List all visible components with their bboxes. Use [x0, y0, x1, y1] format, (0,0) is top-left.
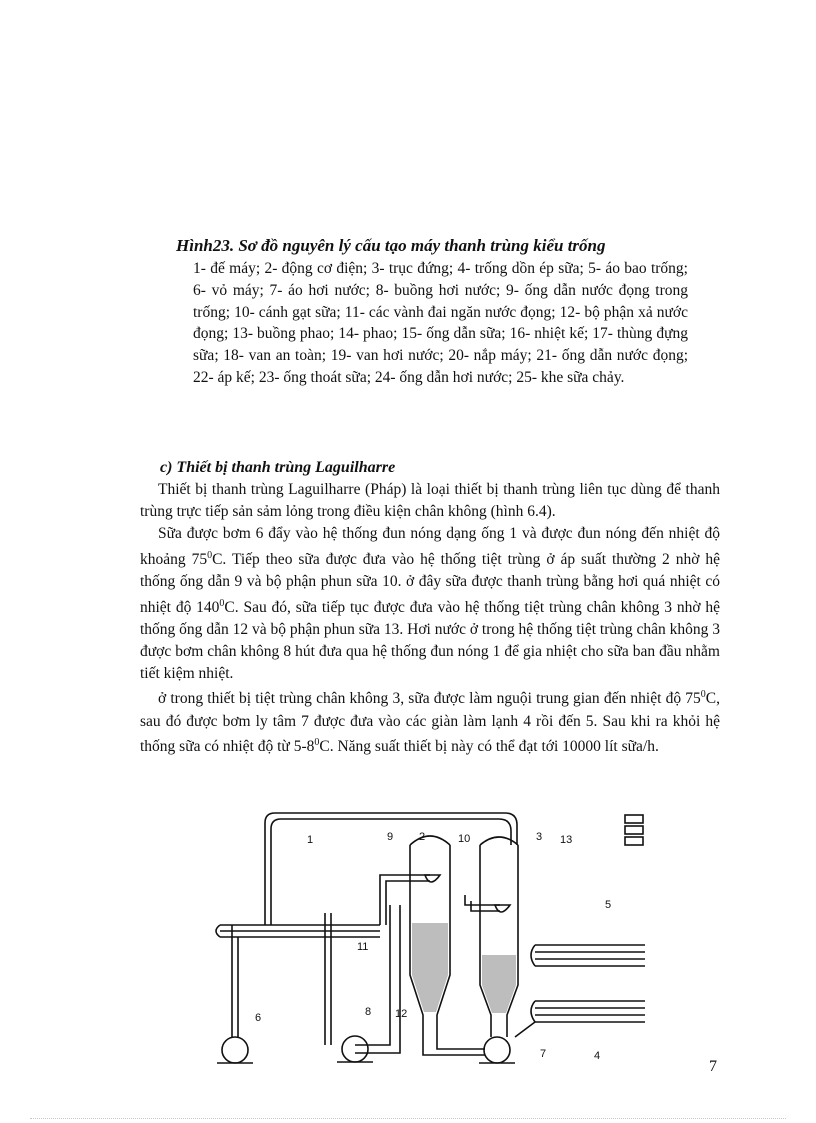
figure-label: 5 — [605, 899, 612, 911]
figure-legend: 1- đế máy; 2- động cơ điện; 3- trục đứng; 4- trống dồn ép sữa; 5- áo bao trống; 6- vỏ máy; 7- áo hơi nước; 8- buồng hơi nước; 9- ống dẫn nước đọng trong trống; 10- cánh gạt sữa; 11- các vành đai ngăn nước đọng; 12- bộ phận xả nước đọng; 13- buồng phao; 14- phao; 15- ống dẫn sữa; 16- nhiệt kế; 17- thùng đựng sữa; 18- van an toàn; 19- van hơi nước; 20- nắp máy; 21- ống dẫn nước đọng; 22- áp kế; 23- ống thoát sữa; 24- ống dẫn hơi nước; 25- khe sữa chảy. — [193, 260, 688, 386]
laguilharre-diagram — [205, 805, 645, 1077]
paragraph-1: Thiết bị thanh trùng Laguilharre (Pháp) là loại thiết bị thanh trùng liên tục dùng để thanh trùng trực tiếp sản sảm lỏng trong điều kiện chân không (hình 6.4). — [140, 481, 720, 520]
section-heading: c) Thiết bị thanh trùng Laguilharre — [160, 459, 396, 476]
figure-label: 6 — [255, 1012, 262, 1024]
figure-label: 2 — [419, 831, 426, 843]
figure-label: 9 — [387, 831, 394, 843]
figure-label: 8 — [365, 1006, 372, 1018]
footer-rule — [30, 1118, 786, 1119]
paragraph-2: Sữa được bơm 6 đẩy vào hệ thống đun nóng dạng ống 1 và được đun nóng đến nhiệt độ khoảng $75^0C$. Tiếp theo sữa được đưa vào hệ thống tiệt trùng ở áp suất thường 2 nhờ hệ thống ống dẫn 9 và bộ phận phun sữa 10. ở đây sữa được thanh trùng bằng hơi quá nhiệt có nhiệt độ $140^0C$. Sau đó, sữa tiếp tục được đưa vào hệ thống tiệt trùng chân không 3 nhờ hệ thống ống dẫn 12 và bộ phận phun sữa 13. Hơi nước ở trong hệ thống tiệt trùng chân không 3 được bơm chân không 8 hút đưa qua hệ thống đun nóng 1 để gia nhiệt cho sữa ban đầu nhằm tiết kiệm nhiệt. — [140, 524, 720, 682]
figure-label: 4 — [594, 1050, 601, 1062]
figure-label: 1 — [307, 834, 314, 846]
figure-label: 3 — [536, 831, 543, 843]
body-text — [140, 479, 720, 759]
figure-caption: Hình23. Sơ đồ nguyên lý cấu tạo máy thanh trùng kiểu trống — [176, 236, 606, 255]
figure-label: 12 — [395, 1008, 408, 1020]
figure-label: 13 — [560, 834, 573, 846]
figure-label: 11 — [357, 941, 369, 953]
figure-label: 7 — [540, 1048, 547, 1060]
page-number: 7 — [709, 1058, 717, 1075]
figure-label: 10 — [458, 833, 471, 845]
paragraph-3: ở trong thiết bị tiệt trùng chân không 3, sữa được làm nguội trung gian đến nhiệt độ $75^0C$, sau đó được bơm ly tâm 7 được đưa vào các giàn làm lạnh 4 rồi đến 5. Sau khi ra khỏi hệ thống sữa có nhiệt độ từ $5-8^0C$. Năng suất thiết bị này có thể đạt tới 10000 lít sữa/h. — [140, 689, 720, 756]
